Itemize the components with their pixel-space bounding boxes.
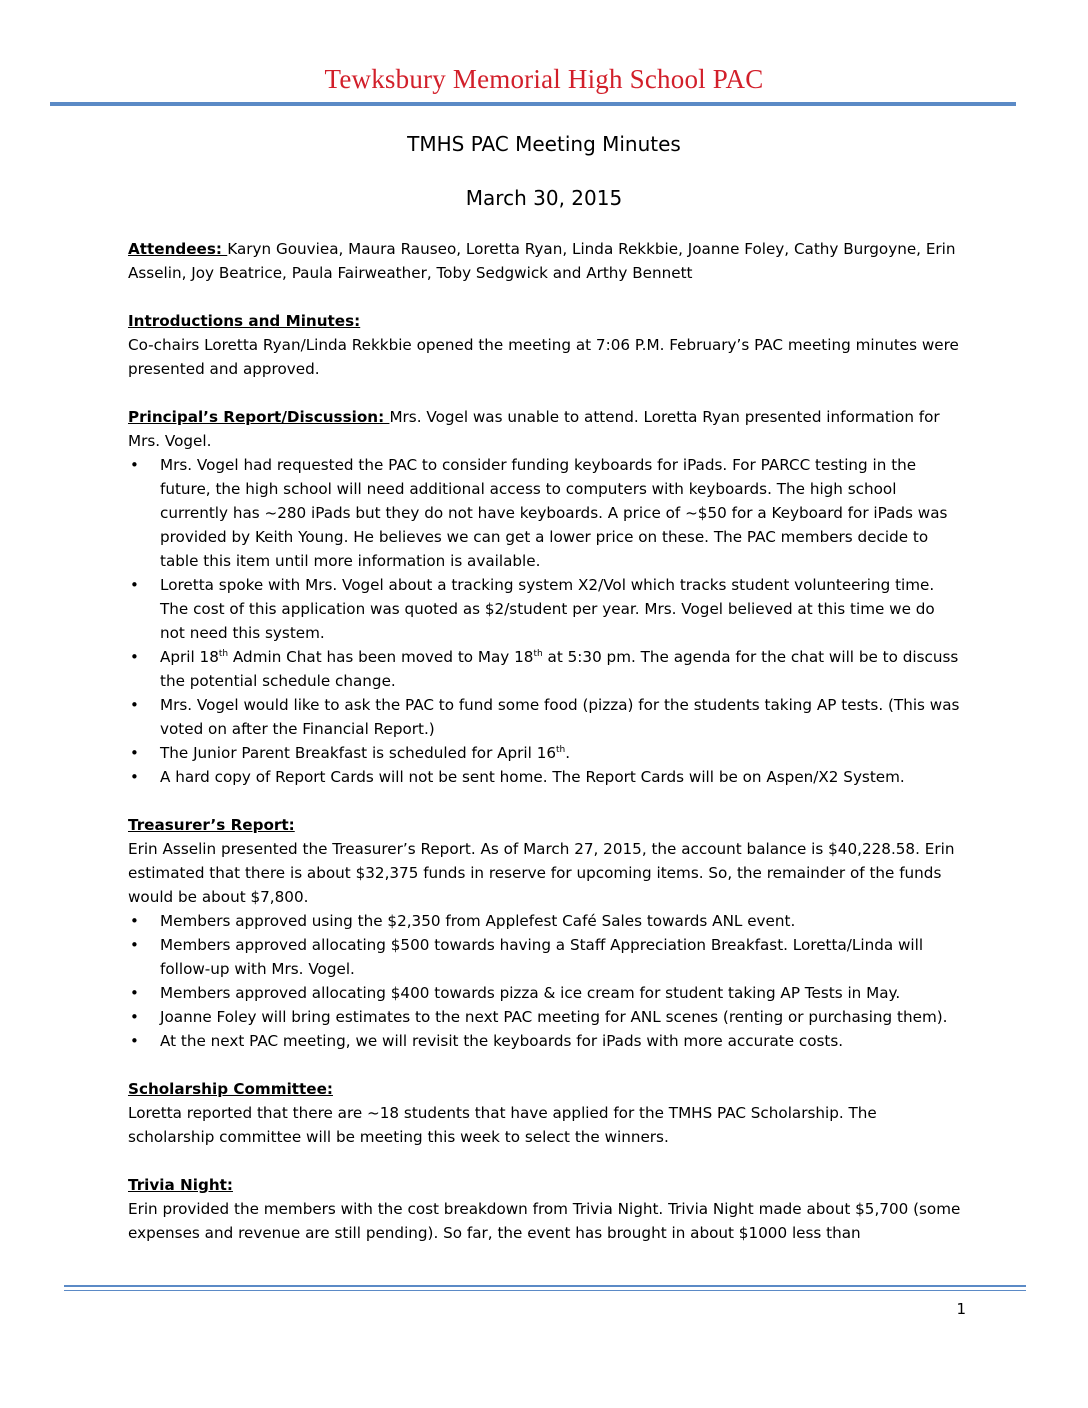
- attendees-heading: Attendees:: [128, 240, 228, 258]
- introductions-heading: Introductions and Minutes:: [128, 312, 361, 330]
- principal-bullet-report-cards: • A hard copy of Report Cards will not be sent home. The Report Cards will be on Aspen/X2 System.: [128, 765, 964, 789]
- treasurer-text: Erin Asselin presented the Treasurer’s Report. As of March 27, 2015, the account balance is $40,228.58. Erin estimated that there is about $32,375 funds in reserve for upcoming items. So, the remainder of the funds would be about $7,800.: [128, 840, 955, 906]
- treasurer-bullets: [128, 909, 964, 1053]
- scholarship-heading: Scholarship Committee:: [128, 1080, 333, 1098]
- principal-intro: Mrs. Vogel was unable to attend. Loretta Ryan presented information for Mrs. Vogel.: [128, 408, 940, 450]
- scholarship-text: Loretta reported that there are ~18 students that have applied for the TMHS PAC Scholarship. The scholarship committee will be meeting this week to select the winners.: [128, 1104, 877, 1146]
- treasurer-heading: Treasurer’s Report:: [128, 816, 295, 834]
- treasurer-bullet-pizza: • Members approved allocating $400 towards pizza & ice cream for student taking AP Tests in May.: [128, 981, 964, 1005]
- ordinal-suffix: th: [218, 649, 229, 659]
- trivia-text: Erin provided the members with the cost breakdown from Trivia Night. Trivia Night made about $5,700 (some expenses and revenue are still pending). So far, the event has brought in about $1000 less than: [128, 1200, 961, 1242]
- ordinal-suffix: th: [533, 649, 543, 659]
- footer-rule: [64, 1285, 1026, 1287]
- document-title: TMHS PAC Meeting Minutes: [407, 132, 681, 156]
- admin-chat-text-c: at 5:30 pm. The agenda for the chat will be to discuss the potential schedule change.: [160, 648, 959, 690]
- principal-bullet-keyboards: • Mrs. Vogel had requested the PAC to consider funding keyboards for iPads. For PARCC testing in the future, the high school will need additional access to computers with keyboards. The high school currently has ~280 iPads but they do not have keyboards. A price of ~$50 for a Keyboard for iPads was provided by Keith Young. He believes we can get a lower price on these. The PAC members decide to table this item until more information is available.: [128, 453, 964, 573]
- principal-bullet-tracking: • Loretta spoke with Mrs. Vogel about a tracking system X2/Vol which tracks student volunteering time. The cost of this application was quoted as $2/student per year. Mrs. Vogel believed at this time we do not need this system.: [128, 573, 964, 645]
- admin-chat-text-a: April 18: [160, 648, 219, 666]
- principal-bullet-food: • Mrs. Vogel would like to ask the PAC to fund some food (pizza) for the students taking AP tests. (This was voted on after the Financial Report.): [128, 693, 964, 741]
- breakfast-text-a: The Junior Parent Breakfast is scheduled for April 16: [160, 744, 557, 762]
- principal-bullet-breakfast: [128, 741, 964, 765]
- principal-intro-paragraph: [128, 405, 964, 453]
- treasurer-bullet-applefest: • Members approved using the $2,350 from Applefest Café Sales towards ANL event.: [128, 909, 964, 933]
- treasurer-bullet-staff-breakfast: • Members approved allocating $500 towards having a Staff Appreciation Breakfast. Loretta/Linda will follow-up with Mrs. Vogel.: [128, 933, 964, 981]
- scholarship-section: [128, 1077, 964, 1149]
- principal-bullet-admin-chat: [128, 645, 964, 693]
- attendees-list: Karyn Gouviea, Maura Rauseo, Loretta Ryan, Linda Rekkbie, Joanne Foley, Cathy Burgoyne, Erin Asselin, Joy Beatrice, Paula Fairweather, Toby Sedgwick and Arthy Bennett: [128, 240, 956, 282]
- ordinal-suffix: th: [556, 745, 566, 755]
- trivia-heading: Trivia Night:: [128, 1176, 233, 1194]
- header-rule: [50, 102, 1016, 106]
- treasurer-section: [128, 813, 964, 1053]
- introductions-text: Co-chairs Loretta Ryan/Linda Rekkbie opened the meeting at 7:06 P.M. February’s PAC meeting minutes were presented and approved.: [128, 336, 959, 378]
- footer-rule: [64, 1290, 1026, 1291]
- document-date: March 30, 2015: [465, 186, 623, 210]
- principal-section: [128, 405, 964, 789]
- attendees-section: [128, 237, 964, 285]
- trivia-section: [128, 1173, 964, 1245]
- breakfast-text-b: .: [565, 744, 571, 762]
- principal-bullets: [128, 453, 964, 789]
- admin-chat-text-b: Admin Chat has been moved to May 18: [228, 648, 534, 666]
- attendees-paragraph: [128, 237, 964, 285]
- introductions-section: [128, 309, 964, 381]
- document-body: [128, 237, 964, 1269]
- page-number: 1: [956, 1300, 966, 1318]
- treasurer-bullet-anl-scenes: • Joanne Foley will bring estimates to the next PAC meeting for ANL scenes (renting or purchasing them).: [128, 1005, 964, 1029]
- treasurer-bullet-keyboards: • At the next PAC meeting, we will revisit the keyboards for iPads with more accurate costs.: [128, 1029, 964, 1053]
- principal-heading: Principal’s Report/Discussion:: [128, 408, 390, 426]
- letterhead: Tewksbury Memorial High School PAC: [324, 64, 764, 94]
